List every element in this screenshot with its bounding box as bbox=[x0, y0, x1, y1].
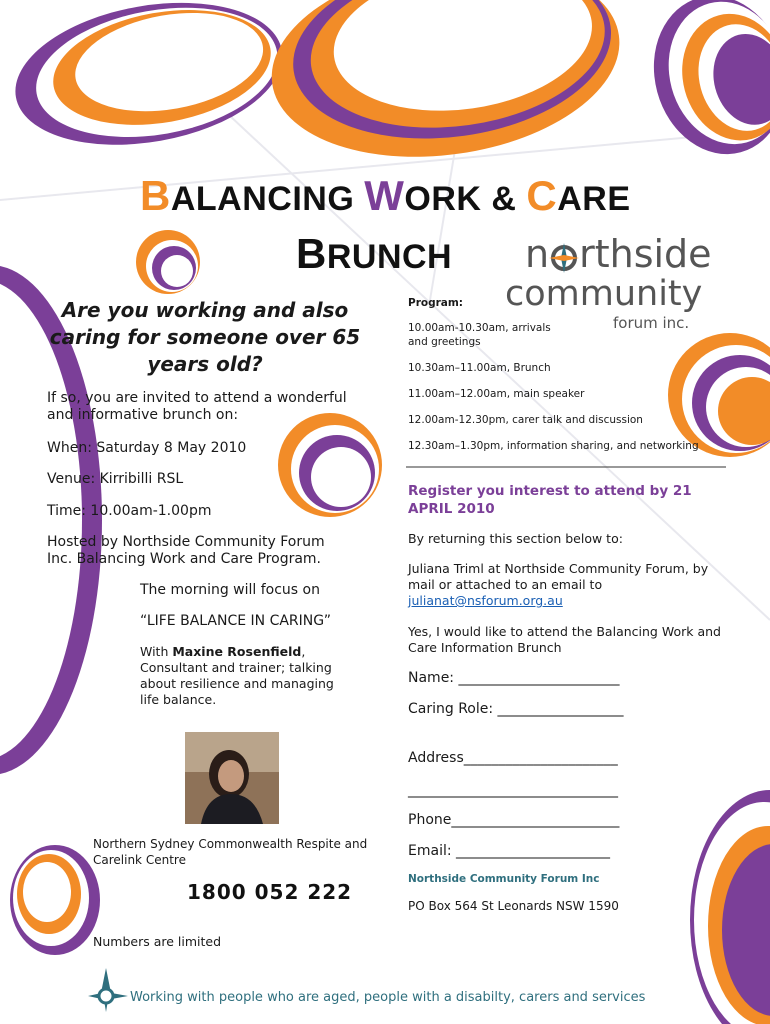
caring-role-field[interactable]: Caring Role: __________________ bbox=[408, 701, 624, 717]
org-name: Northside Community Forum Inc bbox=[408, 873, 600, 885]
hosted-text: Hosted by Northside Community Forum Inc. Balancing Work and Care Program. bbox=[47, 534, 325, 567]
address-field[interactable]: Address______________________ bbox=[408, 750, 618, 766]
limited-text: Numbers are limited bbox=[93, 934, 222, 949]
contact-text: Juliana Triml at Northside Community Forum, by mail or attached to an email to julianat@nsforum.org.au bbox=[408, 561, 709, 608]
swoosh-small-title bbox=[136, 230, 200, 294]
program-item: 11.00am–12.00am, main speaker bbox=[408, 388, 585, 400]
speaker-name: Maxine Rosenfield bbox=[172, 644, 302, 659]
swoosh-top-right bbox=[637, 0, 770, 169]
swoosh-mid bbox=[278, 413, 382, 517]
northside-logo: n rthside community forum inc. bbox=[505, 232, 712, 332]
question-heading: Are you working and also caring for someone over 65 years old? bbox=[49, 298, 361, 376]
invite-text: If so, you are invited to attend a wonderful and informative brunch on: bbox=[47, 390, 347, 423]
register-heading: Register you interest to attend by 21 APRIL 2010 bbox=[408, 483, 692, 517]
venue-text: Venue: Kirribilli RSL bbox=[47, 471, 184, 487]
title-line-2: BRUNCH bbox=[296, 230, 453, 277]
compass-icon bbox=[88, 968, 128, 1016]
address-line2-field[interactable]: ______________________________ bbox=[408, 782, 618, 798]
swoosh-bottom-right bbox=[690, 790, 770, 1024]
name-field[interactable]: Name: _______________________ bbox=[408, 670, 620, 686]
program-heading: Program: bbox=[408, 297, 464, 309]
swoosh-bottom-left bbox=[10, 845, 100, 955]
program-item: 12.00am-12.30pm, carer talk and discussion bbox=[408, 414, 643, 426]
phone-field[interactable]: Phone________________________ bbox=[408, 812, 620, 828]
swoosh-top-center bbox=[259, 0, 632, 178]
carelink-text: Northern Sydney Commonwealth Respite and Carelink Centre bbox=[93, 837, 368, 867]
program-item: 12.30am–1.30pm, information sharing, and networking bbox=[408, 440, 699, 452]
email-link[interactable]: julianat@nsforum.org.au bbox=[408, 593, 563, 608]
theme-text: “LIFE BALANCE IN CARING” bbox=[140, 613, 332, 629]
swoosh-top-left bbox=[4, 0, 294, 164]
confirm-text: Yes, I would like to attend the Balancing Work and Care Information Brunch bbox=[408, 624, 721, 655]
phone-number: 1800 052 222 bbox=[187, 880, 353, 904]
footer-tagline: Working with people who are aged, people with a disabilty, carers and services bbox=[130, 990, 646, 1005]
speaker-text: With Maxine Rosenfield, Consultant and trainer; talking about resilience and managing life balance. bbox=[140, 644, 334, 707]
focus-text: The morning will focus on bbox=[140, 582, 320, 598]
when-text: When: Saturday 8 May 2010 bbox=[47, 440, 247, 456]
time-text: Time: 10.00am-1.00pm bbox=[47, 503, 212, 519]
speaker-photo bbox=[185, 732, 279, 824]
program-item: 10.30am–11.00am, Brunch bbox=[408, 362, 551, 374]
email-field[interactable]: Email: ______________________ bbox=[408, 843, 611, 859]
program-item: 10.00am-10.30am, arrivals and greetings bbox=[408, 322, 551, 348]
po-box: PO Box 564 St Leonards NSW 1590 bbox=[408, 899, 619, 913]
title-line-1: BALANCING WORK & CARE bbox=[140, 172, 631, 219]
returning-text: By returning this section below to: bbox=[408, 531, 623, 546]
